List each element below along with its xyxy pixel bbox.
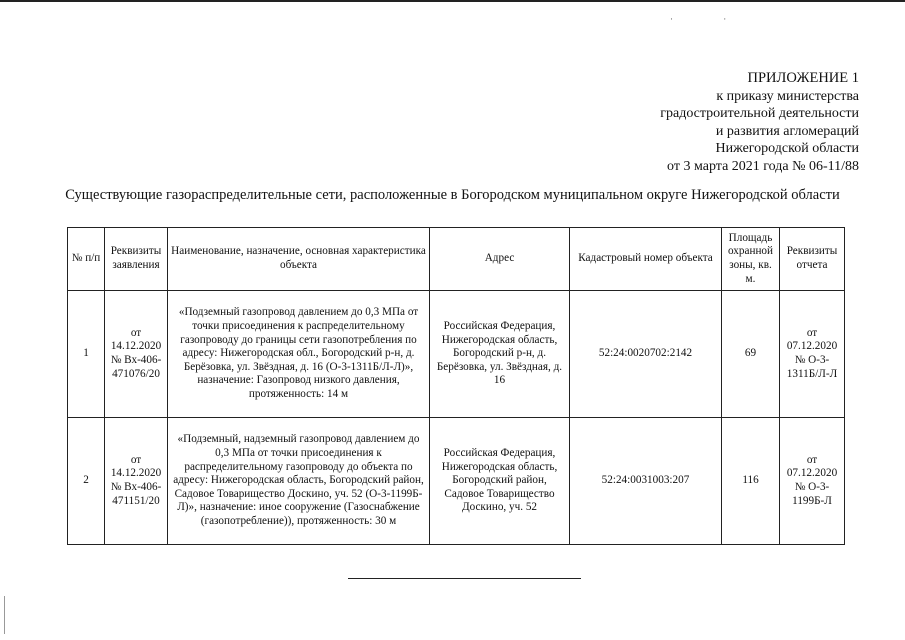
ministry-line-2: и развития агломераций — [715, 123, 859, 139]
cell-description: «Подземный газопровод давлением до 0,3 МПа от точки присоединения к распределительному газопроводу до границы сети газопотребления по адресу: Нижегородская обл., Богородский р-н, д. Берёзовка, ул. Звёздная, д. 16 (О-3-1311Б/Л-Л)», назначение: Газопровод низкого давления, протяженность: 14 м — [168, 291, 430, 418]
appendix-label: ПРИЛОЖЕНИЕ 1 — [747, 70, 859, 86]
cell-request: от 14.12.2020 № Вх-406-471151/20 — [105, 418, 168, 545]
col-header-description: Наименование, назначение, основная характеристика объекта — [168, 228, 430, 291]
col-header-address: Адрес — [430, 228, 570, 291]
col-header-request: Реквизиты заявления — [105, 228, 168, 291]
scan-margin-mark — [4, 596, 5, 634]
cell-report: от 07.12.2020 № О-3-1311Б/Л-Л — [780, 291, 845, 418]
appendix-header — [660, 70, 859, 175]
cell-num: 1 — [68, 291, 105, 418]
cell-area: 69 — [722, 291, 780, 418]
order-ref-line: к приказу министерства — [716, 88, 859, 104]
col-header-area: Площадь охранной зоны, кв. м. — [722, 228, 780, 291]
cell-cadastral: 52:24:0020702:2142 — [570, 291, 722, 418]
cell-description: «Подземный, надземный газопровод давлением до 0,3 МПа от точки присоединения к распределительному газопроводу до объекта по адресу: Нижегородская область, Богородский район, Садовое Товарищество Доскино, уч. 52 (О-3-1199Б-Л)», назначение: иное сооружение (Газоснабжение (газопотребление)), протяженность: 30 м — [168, 418, 430, 545]
table-row — [68, 418, 845, 545]
ministry-line: градостроительной деятельности — [660, 106, 859, 121]
scan-artifact: · · — [670, 14, 751, 24]
table-row — [68, 291, 845, 418]
top-border-line — [0, 0, 905, 2]
col-header-report: Реквизиты отчета — [780, 228, 845, 291]
separator-line — [348, 578, 581, 579]
gas-networks-table — [67, 227, 845, 545]
cell-num: 2 — [68, 418, 105, 545]
document-title: Существующие газораспределительные сети, расположенные в Богородском муниципальном округе Нижегородской области — [65, 187, 840, 203]
col-header-cadastral: Кадастровый номер объекта — [570, 228, 722, 291]
cell-cadastral: 52:24:0031003:207 — [570, 418, 722, 545]
cell-address: Российская Федерация, Нижегородская область, Богородский р-н, д. Берёзовка, ул. Звёздная, д. 16 — [430, 291, 570, 418]
cell-report: от 07.12.2020 № О-3-1199Б-Л — [780, 418, 845, 545]
cell-address: Российская Федерация, Нижегородская область, Богородский район, Садовое Товарищество Доскино, уч. 52 — [430, 418, 570, 545]
cell-area: 116 — [722, 418, 780, 545]
region-line: Нижегородской области — [715, 141, 859, 156]
col-header-num: № п/п — [68, 228, 105, 291]
table-header-row — [68, 228, 845, 291]
order-date-number: от 3 марта 2021 года № 06-11/88 — [667, 158, 859, 174]
cell-request: от 14.12.2020 № Вх-406-471076/20 — [105, 291, 168, 418]
